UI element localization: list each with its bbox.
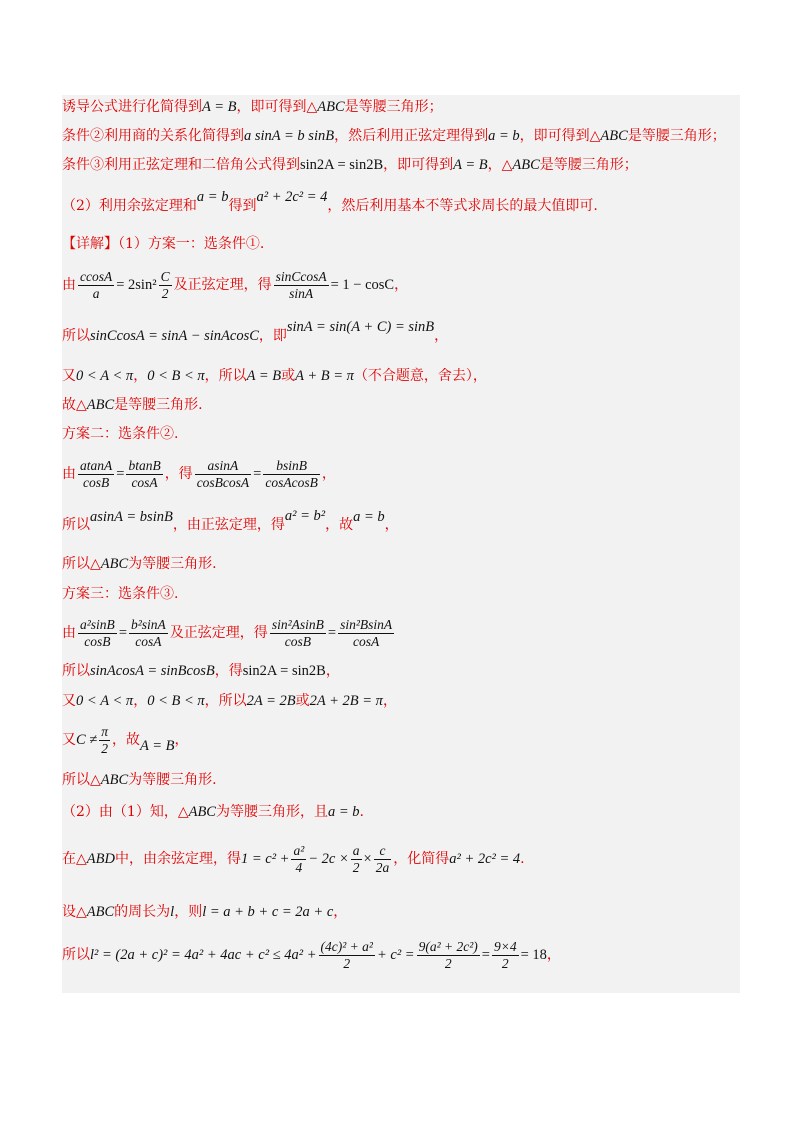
- formula: asinA = bsinB: [90, 509, 173, 525]
- text: 是等腰三角形；: [627, 128, 726, 144]
- fraction: $\frac{9\times 4}{2}$: [493, 938, 517, 971]
- text: 为等腰三角形，且: [215, 804, 328, 820]
- formula: ×: [363, 851, 372, 867]
- text: ，故: [325, 517, 354, 533]
- text: 或: [281, 368, 296, 384]
- text: ，: [325, 663, 340, 679]
- text: （不合题意，舍去），: [353, 368, 487, 384]
- formula: A = B: [453, 157, 488, 173]
- formula: A = B: [140, 738, 175, 754]
- formula: 1 = c² +: [240, 851, 290, 867]
- text-line: [62, 934, 561, 976]
- text: ，然后利用基本不等式求周长的最大值即可.: [327, 198, 598, 214]
- text-line: [62, 661, 340, 681]
- text: ，即可得到△: [236, 99, 318, 115]
- text: 为等腰三角形.: [128, 772, 217, 788]
- fraction: $\frac{ccosA}{a}$: [80, 268, 113, 301]
- text: 的周长为: [114, 904, 171, 920]
- text: 故△: [62, 397, 87, 413]
- text: ，: [174, 732, 189, 748]
- fraction: $\frac{\text{a²}}{4}$: [293, 842, 305, 875]
- text-line: [62, 126, 726, 146]
- text-line: [62, 612, 396, 654]
- fraction: $\frac{asinA}{\text{cosBcosA}}$: [196, 457, 250, 490]
- fraction: $\frac{\text{sin²BsinA}}{\cos A}$: [340, 616, 393, 649]
- formula: = 18: [520, 947, 547, 963]
- text: 所以: [62, 517, 90, 533]
- text: ，: [133, 368, 148, 384]
- text-line: [62, 719, 189, 761]
- fraction: $\frac{\text{sinCcosA}}{\sin A}$: [275, 268, 327, 301]
- text: ，: [394, 277, 409, 293]
- text: 中，由余弦定理，得: [114, 851, 241, 867]
- formula: − 2c ×: [308, 851, 349, 867]
- text: 所以: [62, 328, 90, 344]
- text: 设△: [62, 904, 87, 920]
- text: .: [520, 851, 525, 867]
- formula: a = b: [327, 804, 360, 820]
- fraction: $\frac{\text{9(a² + 2c²)}}{2}$: [418, 938, 478, 971]
- formula: ABC: [188, 804, 216, 820]
- text: ，: [434, 328, 449, 344]
- text: ，化简得: [393, 851, 450, 867]
- text: ，△: [487, 157, 513, 173]
- text: 诱导公式进行化简得到: [62, 99, 202, 115]
- text: 条件②利用商的关系化简得到: [62, 128, 244, 144]
- formula: sinA = sin(A + C) = sinB: [286, 319, 435, 335]
- text: 或: [295, 693, 310, 709]
- text-line: [62, 319, 449, 346]
- text: （2）由（1）知，△: [62, 804, 189, 820]
- section-heading: 方案二：选条件②.: [62, 426, 179, 442]
- text: 是等腰三角形；: [539, 157, 638, 173]
- fraction: $\frac{bsinB}{\text{cosAcosB}}$: [265, 457, 318, 490]
- formula: ABC: [86, 397, 115, 413]
- text: ，: [384, 517, 399, 533]
- formula: A = B: [246, 368, 282, 384]
- text: （2）利用余弦定理和: [62, 198, 197, 214]
- text: 及正弦定理，得: [169, 625, 268, 641]
- text: 又: [62, 368, 76, 384]
- text: 及正弦定理，得: [173, 277, 272, 293]
- formula: =: [481, 947, 490, 963]
- text-line: [62, 189, 598, 216]
- text-line: [62, 264, 408, 306]
- formula: a = b: [353, 509, 385, 525]
- formula: ABC: [317, 99, 345, 115]
- text: ，则: [174, 904, 203, 920]
- text: 是等腰三角形.: [114, 397, 203, 413]
- fraction: $\frac{\text{sin²AsinB}}{\cos B}$: [271, 616, 324, 649]
- formula: l² = (2a + c)² = 4a² + 4ac + c² ≤ 4a² +: [90, 947, 317, 963]
- formula: 2A = 2B: [246, 693, 296, 709]
- text: ，: [133, 693, 148, 709]
- formula: 2A + 2B = π: [309, 693, 383, 709]
- text: 又: [62, 732, 76, 748]
- text: 由: [62, 277, 76, 293]
- text: 条件③利用正弦定理和二倍角公式得到: [62, 157, 300, 173]
- text: 为等腰三角形.: [128, 556, 217, 572]
- text: ，得: [164, 466, 193, 482]
- text-line: [62, 838, 525, 880]
- fraction: $\frac{\text{b²sinA}}{\cos A}$: [131, 616, 166, 649]
- formula: =: [253, 466, 262, 482]
- formula: a² + 2c² = 4: [449, 851, 521, 867]
- text: 得到: [228, 198, 257, 214]
- text: ，即可得到: [383, 157, 454, 173]
- formula: a² + 2c² = 4: [256, 189, 328, 205]
- fraction: $\frac{c}{2a}$: [375, 842, 390, 875]
- text-line: [62, 554, 217, 574]
- formula: = 1 − cosC: [330, 277, 395, 293]
- formula: 0 < B < π: [147, 368, 205, 384]
- text: ，故: [112, 732, 141, 748]
- text: 是等腰三角形；: [344, 99, 443, 115]
- text-line: [62, 802, 364, 822]
- text: ，: [382, 693, 397, 709]
- formula: C ≠: [76, 732, 98, 748]
- text: 所以: [62, 663, 90, 679]
- text-line: [62, 770, 217, 790]
- formula: a² = b²: [284, 508, 326, 524]
- formula: A + B = π: [295, 368, 354, 384]
- formula: sinAcosA = sinBcosB: [90, 663, 215, 679]
- formula: sin2A = sin2B: [300, 157, 384, 173]
- formula: =: [118, 625, 127, 641]
- formula: l = a + b + c = 2a + c: [202, 904, 334, 920]
- text-line: [62, 691, 397, 711]
- text: ，: [546, 947, 561, 963]
- text: ，由正弦定理，得: [172, 517, 285, 533]
- formula: ABC: [512, 157, 540, 173]
- text: .: [359, 804, 364, 820]
- text-line: [62, 424, 178, 444]
- formula: = 2sin²: [116, 277, 157, 293]
- text: 所以△: [62, 772, 101, 788]
- text-line: [62, 155, 638, 175]
- fraction: $\frac{a}{2}$: [352, 842, 360, 875]
- text-line: [62, 97, 443, 117]
- section-heading: 【详解】（1）方案一：选条件①.: [62, 236, 265, 252]
- formula: a = b: [488, 128, 520, 144]
- formula: a = b: [196, 189, 229, 205]
- text-line: [62, 902, 347, 922]
- formula: =: [116, 466, 125, 482]
- fraction: $\frac{C}{2}$: [160, 268, 170, 301]
- formula: sinCcosA = sinA − sinAcosC: [90, 328, 259, 344]
- formula: =: [327, 625, 337, 641]
- formula: 0 < A < π: [76, 693, 134, 709]
- fraction: $\frac{\text{a²sinB}}{\cos B}$: [80, 616, 115, 649]
- formula: sin2A = sin2B: [242, 663, 326, 679]
- fraction: $\frac{\text{(4c)² + a²}}{2}$: [320, 938, 373, 971]
- text: ，所以: [204, 693, 247, 709]
- formula: ABD: [86, 851, 115, 867]
- text: ，: [333, 904, 348, 920]
- formula: 0 < B < π: [147, 693, 205, 709]
- text-line: [62, 453, 336, 495]
- formula: + c² =: [376, 947, 415, 963]
- formula: l: [170, 904, 175, 920]
- text-line: [62, 584, 178, 604]
- fraction: $\frac{btanB}{\cos A}$: [128, 457, 161, 490]
- formula: a sinA = b sinB: [244, 128, 335, 144]
- fraction: $\frac{atanA}{\cos B}$: [80, 457, 113, 490]
- formula: ABC: [86, 904, 115, 920]
- formula: ABC: [600, 128, 628, 144]
- text: ，即: [258, 328, 287, 344]
- text: ，得: [214, 663, 243, 679]
- formula: ABC: [100, 556, 129, 572]
- text-line: [62, 508, 399, 535]
- text-line: [62, 395, 203, 415]
- formula: ABC: [100, 772, 129, 788]
- text: ，即可得到△: [519, 128, 601, 144]
- text-line: [62, 366, 487, 386]
- text: ，: [321, 466, 336, 482]
- text: 所以△: [62, 556, 101, 572]
- text: 又: [62, 693, 76, 709]
- formula: A = B: [202, 99, 237, 115]
- text: ，所以: [204, 368, 247, 384]
- text: ，然后利用正弦定理得到: [334, 128, 489, 144]
- fraction: $\frac{\pi}{2}$: [101, 723, 109, 756]
- text: 所以: [62, 947, 90, 963]
- text: 由: [62, 625, 76, 641]
- text: 由: [62, 466, 76, 482]
- text-line: [62, 234, 264, 254]
- section-heading: 方案三：选条件③.: [62, 586, 179, 602]
- formula: 0 < A < π: [76, 368, 134, 384]
- text: 在△: [62, 851, 87, 867]
